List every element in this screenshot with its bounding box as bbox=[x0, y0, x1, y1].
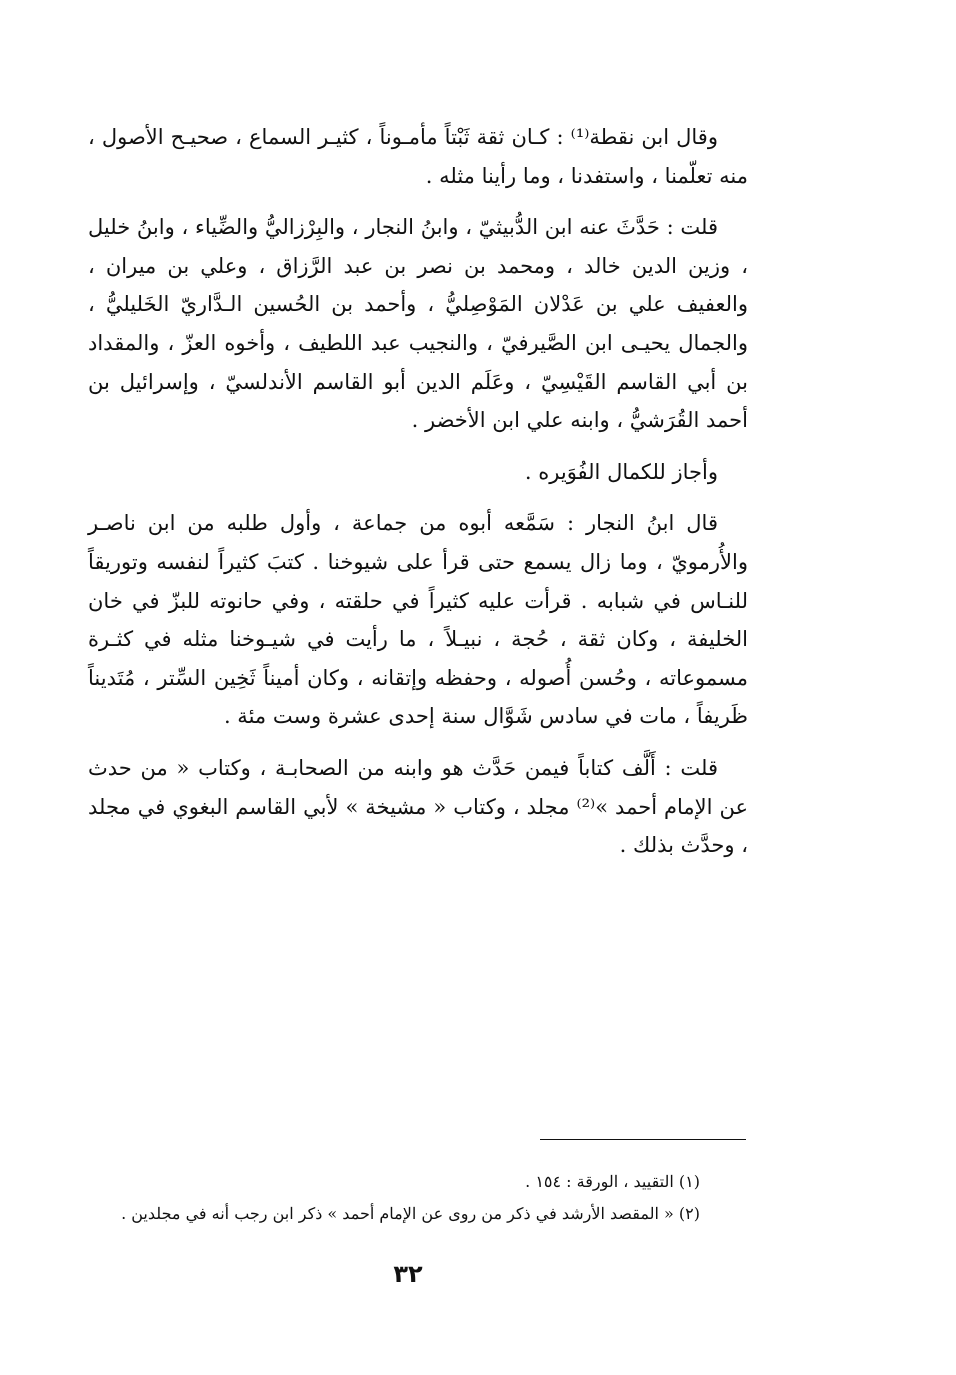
footnote-1: (١) التقييد ، الورقة : ١٥٤ . bbox=[525, 1172, 700, 1191]
page-number: ٣٢ bbox=[393, 1260, 423, 1288]
paragraph-narrators-list: قلت : حَدَّثَ عنه ابن الدُّبيثيّ ، وابنُ النجار ، والبِرْزاليُّ والضِّياء ، وابنُ خليل ، وزين الدين خالد ، ومحمد بن نصر بن عبد الرَّزاق ، وعلي بن ميران ، والعفيف علي بن عَدْلان المَوْصِليُّ ، وأحمد بن الحُسين الـدَّاريّ الخَليليُّ ، والجمال يحيـى ابن الصَّيرفيّ ، والنجيب عبد اللطيف ، وأخوه العزّ ، والمقداد بن أبي القاسم القَيْسِيّ ، وعَلَم الدين أبو القاسم الأندلسيّ ، وإسرائيل بن أحمد القُرَشيُّ ، وابنه علي ابن الأخضر . bbox=[88, 215, 748, 433]
footnotes bbox=[88, 1166, 700, 1230]
paragraph-authored-books: قلت : أَلَّف كتاباً فيمن حَدَّث هو وابنه من الصحابـة ، وكتاب « من حدث عن الإمام أحمد »⁽²⁾ مجلد ، وكتاب « مشيخة » لأبي القاسم البغوي في مجلد ، وحدَّث بذلك . bbox=[88, 755, 748, 858]
footnote-separator bbox=[540, 1139, 746, 1140]
paragraph-ijaza: وأجاز للكمال الفُوَيره . bbox=[524, 459, 718, 484]
paragraph-ibn-najjar-quote: قال ابنُ النجار : سَمَّعه أبوه من جماعة ، وأول طلبه من ابن ناصـر والأُرمويّ ، وما زال يسمع حتى قرأ على شيوخنا . كتبَ كثيراً لنفسه وتوريقاً للنـاس في شبابه . قرأت عليه كثيراً في حلقته ، وفي حانوته للبزّ في خان الخليفة ، وكان ثقة ، حُجة ، نبيـلاً ، ما رأيت في شيـوخنا مثله في كثـرة مسموعاته ، وحُسن أُصوله ، وحفظه وإتقانه ، وكان أميناً ثَخِين السِّتر ، مُتَديناً ظَريفاً ، مات في سادس شَوَّال سنة إحدى عشرة وست مئة . bbox=[88, 511, 748, 729]
footnote-2: (٢) « المقصد الأرشد في ذكر من روى عن الإمام أحمد » ذكر ابن رجب أنه في مجلدين . bbox=[121, 1204, 700, 1223]
main-text bbox=[88, 118, 748, 878]
paragraph-ibn-nuqta-quote: وقال ابن نقطة⁽¹⁾ : كـان ثقة ثَبْتاً مأمـوناً ، كثيـر السماع ، صحيـح الأصول ، منه تعلّمنا ، واستفدنا ، وما رأينا مثله . bbox=[88, 125, 748, 188]
